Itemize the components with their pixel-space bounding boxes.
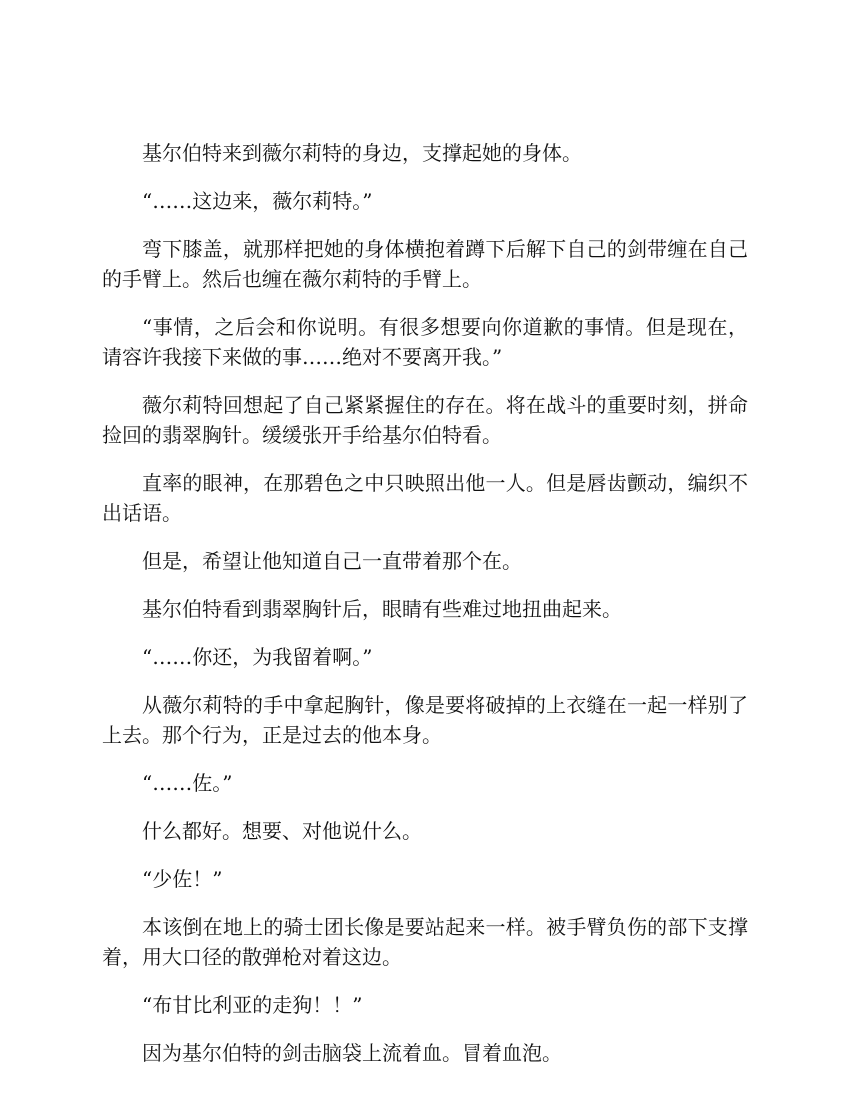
- paragraph-14: 本该倒在地上的骑士团长像是要站起来一样。被手臂负伤的部下支撑着，用大口径的散弹枪对着这边。: [102, 915, 748, 969]
- paragraph-4: “事情，之后会和你说明。有很多想要向你道歉的事情。但是现在，请容许我接下来做的事……绝对不要离开我。”: [102, 315, 748, 369]
- paragraph-10: 从薇尔莉特的手中拿起胸针，像是要将破掉的上衣缝在一起一样别了上去。那个行为，正是过去的他本身。: [102, 693, 748, 747]
- paragraph-16: 因为基尔伯特的剑击脑袋上流着血。冒着血泡。: [142, 1041, 562, 1065]
- document-page: [102, 138, 748, 1086]
- paragraph-12: 什么都好。想要、对他说什么。: [142, 819, 422, 843]
- paragraph-3: 弯下膝盖，就那样把她的身体横抱着蹲下后解下自己的剑带缠在自己的手臂上。然后也缠在薇尔莉特的手臂上。: [102, 237, 748, 291]
- paragraph-5: 薇尔莉特回想起了自己紧紧握住的存在。将在战斗的重要时刻，拼命捡回的翡翠胸针。缓缓张开手给基尔伯特看。: [102, 393, 748, 447]
- paragraph-15: “布甘比利亚的走狗！！”: [142, 993, 363, 1017]
- paragraph-1: 基尔伯特来到薇尔莉特的身边，支撑起她的身体。: [142, 141, 582, 165]
- paragraph-7: 但是，希望让他知道自己一直带着那个在。: [142, 549, 522, 573]
- paragraph-13: “少佐！”: [142, 867, 223, 891]
- paragraph-8: 基尔伯特看到翡翠胸针后，眼睛有些难过地扭曲起来。: [142, 597, 622, 621]
- paragraph-2: “……这边来，薇尔莉特。”: [142, 189, 373, 213]
- paragraph-9: “……你还，为我留着啊。”: [142, 645, 373, 669]
- paragraph-6: 直率的眼神，在那碧色之中只映照出他一人。但是唇齿颤动，编织不出话语。: [102, 471, 748, 525]
- paragraph-11: “……佐。”: [142, 771, 233, 795]
